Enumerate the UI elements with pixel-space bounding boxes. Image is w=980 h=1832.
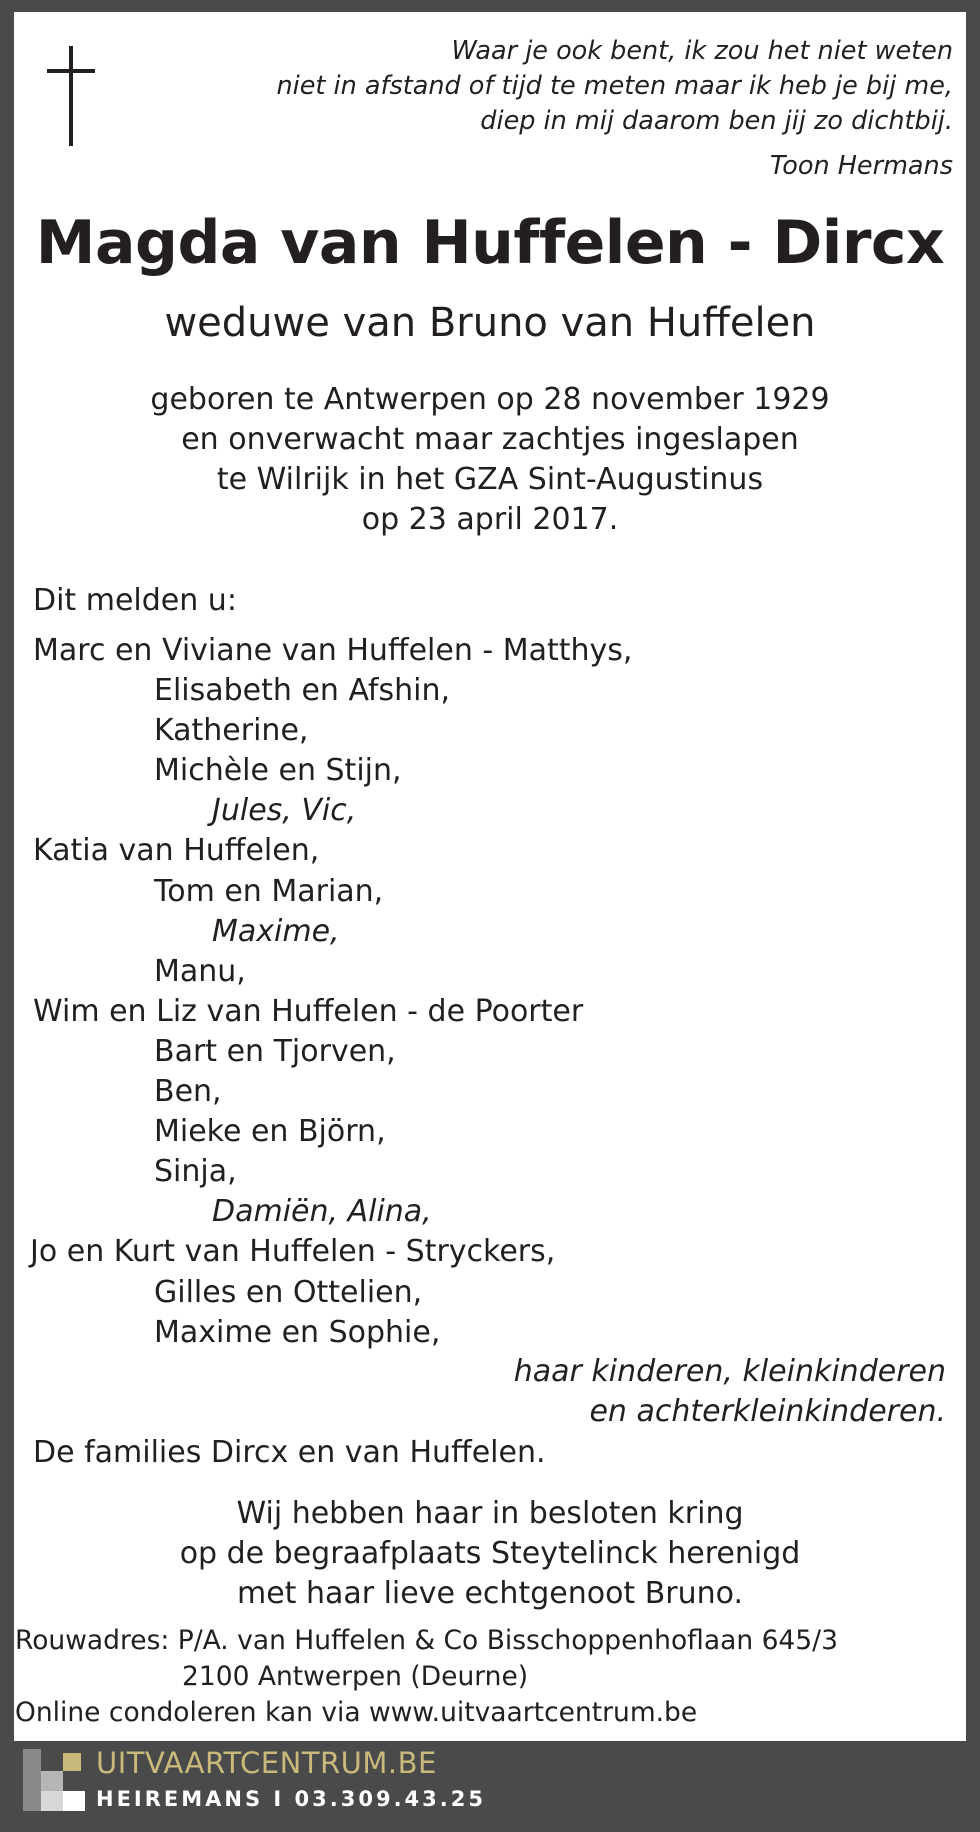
widow-of: weduwe van Bruno van Huffelen: [164, 300, 816, 346]
grandchild-entry: Sinja,: [154, 1154, 237, 1190]
brand-contact: HEIREMANS I 03.309.43.25: [96, 1787, 486, 1811]
cross-icon: [44, 46, 98, 146]
grandchild-entry: Katherine,: [154, 713, 309, 749]
poem-line: niet in afstand of tijd te meten maar ik heb je bij me,: [276, 71, 953, 101]
relationship-closing: [514, 1352, 946, 1432]
burial-line: Wij hebben haar in besloten kring: [236, 1496, 744, 1531]
family-list: [30, 631, 953, 1353]
burial-line: op de begraafplaats Steytelinck herenigd: [179, 1536, 801, 1571]
burial-line: met haar lieve echtgenoot Bruno.: [236, 1576, 744, 1611]
address-city: 2100 Antwerpen (Deurne): [182, 1661, 529, 1692]
life-details: [0, 380, 980, 540]
detail-line: geboren te Antwerpen op 28 november 1929: [150, 382, 830, 417]
child-entry: Katia van Huffelen,: [33, 833, 320, 869]
detail-line: op 23 april 2017.: [361, 502, 619, 537]
families-line: De families Dircx en van Huffelen.: [33, 1435, 546, 1470]
grandchild-entry: Jules, Vic,: [212, 793, 357, 829]
closing-line: en achterkleinkinderen.: [589, 1394, 946, 1429]
grandchild-entry: Gilles en Ottelien,: [154, 1274, 423, 1310]
grandchild-entry: Maxime en Sophie,: [154, 1314, 441, 1350]
grandchild-entry: Bart en Tjorven,: [154, 1033, 396, 1069]
closing-line: haar kinderen, kleinkinderen: [513, 1354, 946, 1389]
poem: [276, 34, 953, 139]
brand-name: UITVAARTCENTRUM.BE: [96, 1746, 437, 1780]
grandchild-entry: Michèle en Stijn,: [154, 753, 402, 789]
detail-line: te Wilrijk in het GZA Sint-Augustinus: [216, 462, 764, 497]
child-entry: Wim en Liz van Huffelen - de Poorter: [33, 993, 584, 1029]
grandchild-entry: Elisabeth en Afshin,: [154, 673, 451, 709]
uitvaartcentrum-logo-icon: [23, 1749, 85, 1811]
burial-note: [0, 1494, 980, 1614]
grandchild-entry: Tom en Marian,: [154, 873, 384, 909]
announce-heading: Dit melden u:: [33, 583, 237, 618]
footer-banner: [14, 1741, 966, 1820]
grandchild-entry: Damiën, Alina,: [212, 1194, 432, 1230]
grandchild-entry: Mieke en Björn,: [154, 1114, 386, 1150]
address-line: Rouwadres: P/A. van Huffelen & Co Bisschoppenhoflaan 645/3: [15, 1625, 838, 1656]
poem-line: diep in mij daarom ben jij zo dichtbij.: [480, 106, 953, 136]
child-entry: Jo en Kurt van Huffelen - Stryckers,: [30, 1234, 556, 1270]
poem-author: Toon Hermans: [769, 151, 953, 181]
grandchild-entry: Ben,: [154, 1074, 222, 1110]
child-entry: Marc en Viviane van Huffelen - Matthys,: [33, 633, 633, 668]
deceased-name: Magda van Huffelen - Dircx: [35, 208, 945, 278]
detail-line: en onverwacht maar zachtjes ingeslapen: [181, 422, 799, 457]
mourning-address: [15, 1623, 838, 1731]
grandchild-entry: Manu,: [154, 953, 246, 989]
poem-line: Waar je ook bent, ik zou het niet weten: [451, 36, 953, 66]
online-condolence: Online condoleren kan via www.uitvaartcentrum.be: [15, 1697, 698, 1728]
grandchild-entry: Maxime,: [212, 913, 340, 949]
